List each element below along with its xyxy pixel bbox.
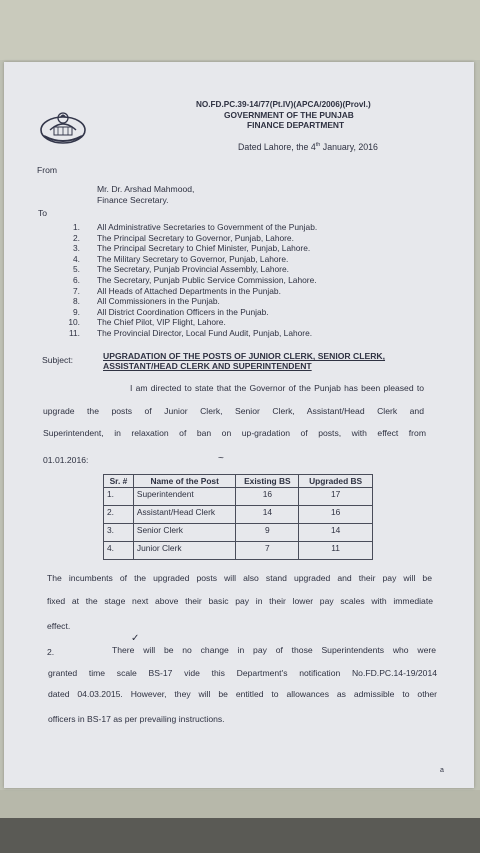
table-cell-upgraded: 11	[299, 542, 373, 560]
table-cell-post: Junior Clerk	[133, 542, 236, 560]
recipient-number: 6.	[73, 275, 80, 285]
table-cell-upgraded: 16	[299, 506, 373, 524]
punjab-government-emblem-icon	[38, 108, 88, 148]
recipient-number: 2.	[73, 233, 80, 243]
recipient-number: 5.	[73, 264, 80, 274]
background-bottom-shadow	[0, 818, 480, 853]
document-page	[4, 62, 474, 788]
table-cell-existing: 9	[236, 524, 299, 542]
sender-name: Mr. Dr. Arshad Mahmood,	[97, 184, 195, 194]
subject-line-2: ASSISTANT/HEAD CLERK AND SUPERINTENDENT	[103, 361, 312, 371]
table-header: Existing BS	[236, 475, 299, 488]
tick-mark-icon: ✓	[131, 633, 140, 644]
table-cell-existing: 16	[236, 488, 299, 506]
reference-number: NO.FD.PC.39-14/77(Pt.IV)(APCA/2006)(Provl.)	[196, 100, 371, 109]
table-cell-existing: 7	[236, 542, 299, 560]
recipient-number: 11.	[68, 328, 80, 338]
government-title: GOVERNMENT OF THE PUNJAB	[224, 110, 354, 120]
recipient-number: 1.	[73, 222, 80, 232]
pen-mark: ~	[218, 453, 224, 464]
recipient-number: 9.	[73, 307, 80, 317]
to-label: To	[38, 208, 48, 218]
body-paragraph-1-line: upgrade the posts of Junior Clerk, Senior Clerk, Assistant/Head Clerk and	[43, 406, 424, 416]
recipient-number: 3.	[73, 243, 80, 253]
page-mark: a	[440, 767, 444, 774]
recipient-item: The Secretary, Punjab Provincial Assembly, Lahore.	[97, 264, 289, 274]
recipient-number: 4.	[73, 254, 80, 264]
table-cell-post: Superintendent	[133, 488, 236, 506]
background-top	[0, 0, 480, 60]
date-line: Dated Lahore, the 4th January, 2016	[238, 142, 378, 152]
body-paragraph-1b-line: The incumbents of the upgraded posts will also stand upgraded and their pay will be	[47, 573, 432, 583]
body-paragraph-1-line: Superintendent, in relaxation of ban on up-gradation of posts, with effect from	[43, 428, 426, 438]
table-cell-sr: 2.	[104, 506, 134, 524]
recipient-item: The Chief Pilot, VIP Flight, Lahore.	[97, 317, 226, 327]
table-row	[104, 524, 373, 542]
recipient-item: The Military Secretary to Governor, Punjab, Lahore.	[97, 254, 289, 264]
recipient-item: The Secretary, Punjab Public Service Commission, Lahore.	[97, 275, 317, 285]
table-row	[104, 506, 373, 524]
subject-line-1: UPGRADATION OF THE POSTS OF JUNIOR CLERK, SENIOR CLERK,	[103, 351, 386, 361]
recipient-item: The Provincial Director, Local Fund Audit, Punjab, Lahore.	[97, 328, 313, 338]
table-cell-existing: 14	[236, 506, 299, 524]
recipient-item: All Commissioners in the Punjab.	[97, 296, 220, 306]
posts-table	[103, 474, 373, 560]
recipient-item: All Heads of Attached Departments in the Punjab.	[97, 286, 281, 296]
body-paragraph-2-line: officers in BS-17 as per prevailing instructions.	[48, 714, 225, 724]
table-row	[104, 488, 373, 506]
recipient-number: 10.	[68, 317, 80, 327]
from-label: From	[37, 165, 58, 175]
table-row	[104, 542, 373, 560]
body-paragraph-2-line: dated 04.03.2015. However, they will be entitled to allowances as admissible to other	[48, 689, 437, 699]
effective-date: 01.01.2016:	[43, 455, 89, 465]
table-cell-post: Assistant/Head Clerk	[133, 506, 236, 524]
table-header: Name of the Post	[133, 475, 236, 488]
table-header: Sr. #	[104, 475, 134, 488]
recipient-number: 8.	[73, 296, 80, 306]
body-paragraph-1b-line: fixed at the stage next above their basic pay in their lower pay scales with immediate	[47, 596, 433, 606]
subject-label: Subject:	[42, 355, 74, 365]
table-cell-upgraded: 14	[299, 524, 373, 542]
table-header-row	[104, 475, 373, 488]
table-cell-post: Senior Clerk	[133, 524, 236, 542]
recipient-item: The Principal Secretary to Chief Minister, Punjab, Lahore.	[97, 243, 311, 253]
sender-designation: Finance Secretary.	[97, 195, 169, 205]
table-cell-sr: 3.	[104, 524, 134, 542]
recipient-number: 7.	[73, 286, 80, 296]
table-cell-sr: 1.	[104, 488, 134, 506]
body-paragraph-2-line: granted time scale BS-17 vide this Department's notification No.FD.PC.14-19/2014	[48, 668, 437, 678]
table-header: Upgraded BS	[299, 475, 373, 488]
recipient-item: All District Coordination Officers in the Punjab.	[97, 307, 269, 317]
department-title: FINANCE DEPARTMENT	[247, 120, 345, 130]
paragraph-2-number: 2.	[47, 647, 55, 657]
table-cell-sr: 4.	[104, 542, 134, 560]
body-paragraph-2-line: There will be no change in pay of those Superintendents who were	[112, 645, 436, 655]
table-cell-upgraded: 17	[299, 488, 373, 506]
recipient-item: All Administrative Secretaries to Government of the Punjab.	[97, 222, 318, 232]
body-paragraph-1-line: I am directed to state that the Governor of the Punjab has been pleased to	[130, 383, 424, 393]
body-paragraph-1b-line: effect.	[47, 621, 71, 631]
recipient-item: The Principal Secretary to Governor, Punjab, Lahore.	[97, 233, 294, 243]
